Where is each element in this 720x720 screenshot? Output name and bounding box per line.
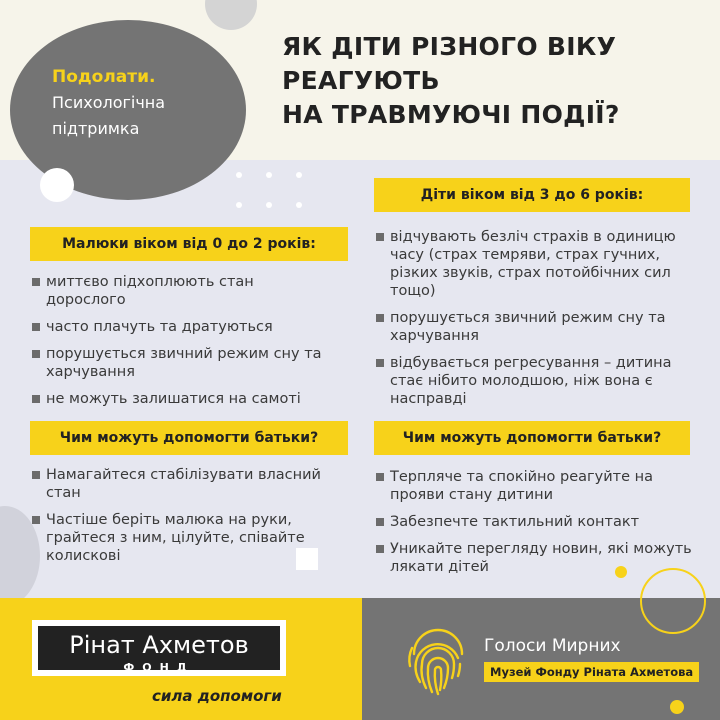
page-title-line1: ЯК ДІТИ РІЗНОГО ВІКУ <box>282 32 617 61</box>
list-item-text: миттєво підхоплюють стан дорослого <box>46 274 254 308</box>
list-item-text: Намагайтеся стабілізувати власний стан <box>46 467 321 501</box>
museum-subtitle: Музей Фонду Ріната Ахметова <box>484 662 699 682</box>
decorative-dot-grid <box>236 172 316 222</box>
fingerprint-icon <box>400 624 476 700</box>
bullet-square-icon <box>376 314 384 322</box>
brand-subtitle-line2: підтримка <box>52 119 140 138</box>
list-item-text: відбувається регресування – дитина стає нібито молодшою, ніж вона є насправді <box>390 355 672 407</box>
fund-slogan: сила допомоги <box>152 687 282 705</box>
bullet-square-icon <box>32 350 40 358</box>
list-item-text: не можуть залишатися на самоті <box>46 391 301 407</box>
list-item <box>32 466 332 502</box>
page-title <box>282 30 712 132</box>
bullet-square-icon <box>376 359 384 367</box>
left-help-list <box>32 466 332 574</box>
list-item <box>376 540 694 576</box>
list-item <box>376 354 694 408</box>
list-item-text: часто плачуть та дратуються <box>46 319 273 335</box>
list-item-text: порушується звичний режим сну та харчування <box>46 346 322 380</box>
list-item-text: відчувають безліч страхів в одиницю часу (страх темряви, страх гучних, різких звуків, страх потойбічних сил тощо) <box>390 229 676 299</box>
brand-subtitle-line1: Психологічна <box>52 93 166 112</box>
list-item <box>376 309 694 345</box>
right-age-list <box>376 228 694 417</box>
brand-block <box>52 64 232 142</box>
right-help-label: Чим можуть допомогти батьки? <box>374 421 690 455</box>
bullet-square-icon <box>32 516 40 524</box>
decorative-circle-outline <box>640 568 706 634</box>
bullet-square-icon <box>376 233 384 241</box>
brand-title: Подолати. <box>52 67 156 87</box>
list-item-text: Забезпечте тактильний контакт <box>390 514 640 530</box>
bullet-square-icon <box>32 278 40 286</box>
page-title-line3: НА ТРАВМУЮЧІ ПОДІЇ? <box>282 100 620 129</box>
bullet-square-icon <box>32 471 40 479</box>
decorative-circle <box>670 700 684 714</box>
list-item <box>32 511 332 565</box>
bullet-square-icon <box>376 473 384 481</box>
list-item <box>32 345 332 381</box>
left-help-label: Чим можуть допомогти батьки? <box>30 421 348 455</box>
left-age-label: Малюки віком від 0 до 2 років: <box>30 227 348 261</box>
decorative-circle <box>40 168 74 202</box>
list-item <box>32 318 332 336</box>
list-item <box>32 273 332 309</box>
list-item-text: порушується звичний режим сну та харчування <box>390 310 666 344</box>
fund-logo <box>32 620 286 676</box>
bullet-square-icon <box>376 545 384 553</box>
list-item-text: Частіше беріть малюка на руки, грайтеся з ним, цілуйте, співайте колискові <box>46 512 305 564</box>
left-age-list <box>32 273 332 417</box>
fund-logo-word: ФОНД <box>123 661 195 674</box>
right-help-list <box>376 468 694 585</box>
list-item <box>376 513 694 531</box>
list-item <box>32 390 332 408</box>
right-age-label: Діти віком від 3 до 6 років: <box>374 178 690 212</box>
bullet-square-icon <box>32 395 40 403</box>
bullet-square-icon <box>376 518 384 526</box>
list-item-text: Терпляче та спокійно реагуйте на прояви стану дитини <box>390 469 653 503</box>
list-item <box>376 468 694 504</box>
fund-logo-name: Рінат Ахметов <box>69 631 249 659</box>
page-title-line2: РЕАГУЮТЬ <box>282 66 440 95</box>
list-item <box>376 228 694 300</box>
museum-title: Голоси Мирних <box>484 636 621 656</box>
list-item-text: Уникайте перегляду новин, які можуть лякати дітей <box>390 541 692 575</box>
bullet-square-icon <box>32 323 40 331</box>
